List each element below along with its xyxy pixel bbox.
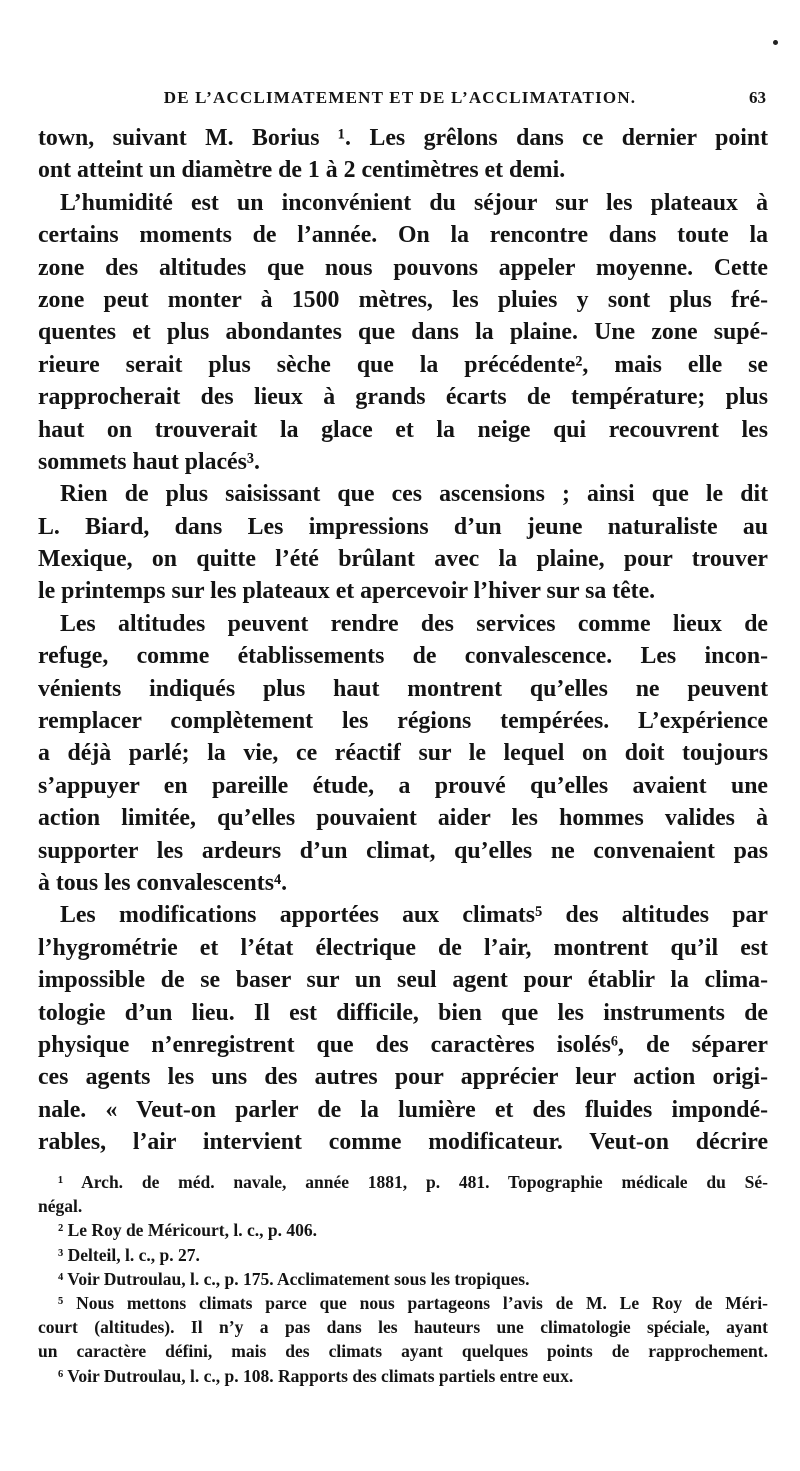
page-header [0, 86, 800, 112]
text-line: rieure serait plus sèche que la précédente², mais elle se [38, 351, 768, 378]
running-head: DE L’ACCLIMATEMENT ET DE L’ACCLIMATATION. [163, 88, 637, 107]
footnote-line: ⁵ Nous mettons climats parce que nous partageons l’avis de M. Le Roy de Méri- [58, 1292, 768, 1313]
text-line: à tous les convalescents⁴. [38, 869, 288, 896]
text-line: a déjà parlé; la vie, ce réactif sur le lequel on doit toujours [38, 740, 768, 767]
text-line: L. Biard, dans Les impressions d’un jeune naturaliste au [38, 513, 768, 540]
footnote-line: un caractère défini, mais des climats ayant quelques points de rapprochement. [38, 1341, 768, 1362]
text-line: tologie d’un lieu. Il est difficile, bien que les instruments de [38, 999, 768, 1026]
text-line: ont atteint un diamètre de 1 à 2 centimètres et demi. [38, 157, 566, 184]
body-text [38, 122, 768, 1159]
text-line: zone des altitudes que nous pouvons appeler moyenne. Cette [38, 254, 768, 281]
footnote-line: ² Le Roy de Méricourt, l. c., p. 406. [58, 1220, 317, 1241]
text-line: l’hygrométrie et l’état électrique de l’air, montrent qu’il est [38, 934, 768, 961]
text-line: sommets haut placés³. [38, 448, 260, 475]
text-line: rapprocherait des lieux à grands écarts de température; plus [38, 384, 768, 411]
text-line: certains moments de l’année. On la rencontre dans toute la [38, 222, 768, 249]
text-line: action limitée, qu’elles pouvaient aider les hommes valides à [38, 805, 768, 832]
footnote-line: ³ Delteil, l. c., p. 27. [58, 1244, 200, 1265]
footnote-line: ⁴ Voir Dutroulau, l. c., p. 175. Acclimatement sous les tropiques. [58, 1268, 530, 1289]
ink-speck [773, 40, 778, 45]
footnote-line: ⁶ Voir Dutroulau, l. c., p. 108. Rapports des climats partiels entre eux. [58, 1365, 574, 1386]
text-line: haut on trouverait la glace et la neige qui recouvrent les [38, 416, 768, 443]
text-line: quentes et plus abondantes que dans la plaine. Une zone supé- [38, 319, 768, 346]
text-line: rables, l’air intervient comme modificateur. Veut-on décrire [38, 1129, 768, 1156]
text-line: Les altitudes peuvent rendre des services comme lieux de [60, 610, 768, 637]
text-line: nale. « Veut-on parler de la lumière et des fluides impondé- [38, 1096, 768, 1123]
footnote-line: court (altitudes). Il n’y a pas dans les hauteurs une climatologie spéciale, ayant [38, 1317, 768, 1338]
text-line: Les modifications apportées aux climats⁵ des altitudes par [60, 902, 768, 929]
text-line: zone peut monter à 1500 mètres, les pluies y sont plus fré- [38, 286, 768, 313]
text-line: supporter les ardeurs d’un climat, qu’elles ne convenaient pas [38, 837, 768, 864]
text-line: s’appuyer en pareille étude, a prouvé qu’elles avaient une [38, 772, 768, 799]
footnote-line: négal. [38, 1196, 83, 1217]
text-line: town, suivant M. Borius ¹. Les grêlons dans ce dernier point [38, 125, 768, 151]
text-line: Mexique, on quitte l’été brûlant avec la plaine, pour trouver [38, 546, 768, 573]
text-line: ces agents les uns des autres pour apprécier leur action origi- [38, 1064, 768, 1091]
text-line: remplacer complètement les régions tempérées. L’expérience [38, 708, 768, 735]
text-line: refuge, comme établissements de convalescence. Les incon- [38, 643, 768, 670]
text-line: physique n’enregistrent que des caractères isolés⁶, de séparer [38, 1031, 768, 1058]
text-line: impossible de se baser sur un seul agent pour établir la clima- [38, 967, 768, 994]
text-line: vénients indiqués plus haut montrent qu’elles ne peuvent [38, 675, 768, 702]
footnote-line: ¹ Arch. de méd. navale, année 1881, p. 481. Topographie médicale du Sé- [58, 1172, 768, 1192]
text-line: le printemps sur les plateaux et apercevoir l’hiver sur sa tête. [38, 578, 656, 605]
footnotes [38, 1170, 768, 1388]
text-line: Rien de plus saisissant que ces ascensions ; ainsi que le dit [60, 481, 768, 508]
page-number: 63 [749, 88, 766, 107]
text-line: L’humidité est un inconvénient du séjour sur les plateaux à [60, 189, 768, 216]
